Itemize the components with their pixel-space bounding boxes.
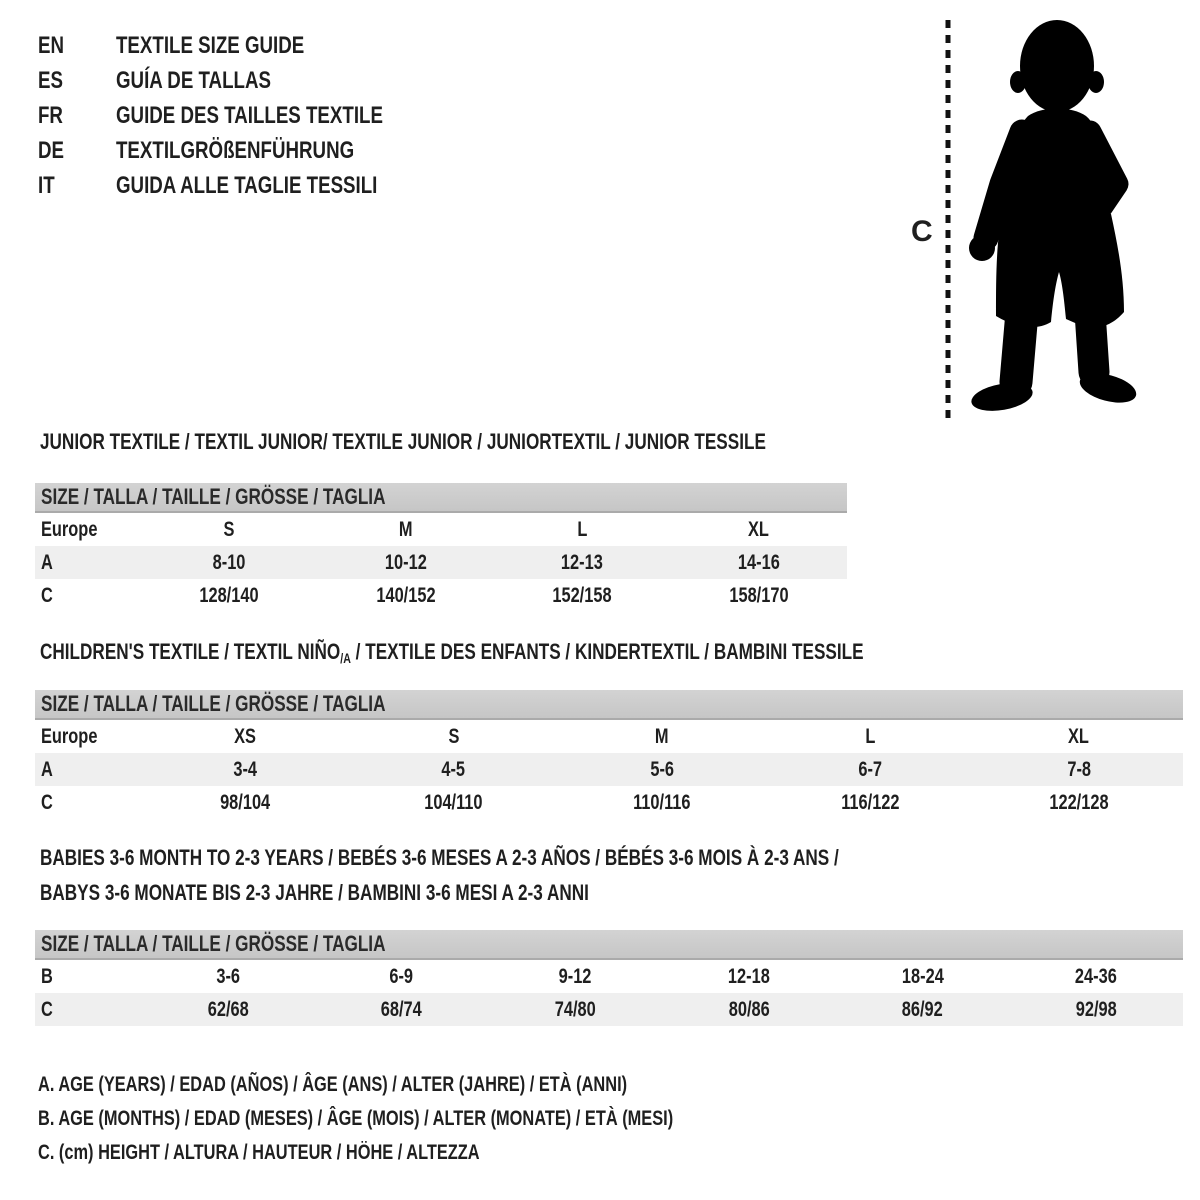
language-row (38, 133, 458, 168)
cell-value: 68/74 (381, 997, 422, 1021)
section-title (40, 881, 744, 905)
value-cell (318, 584, 495, 608)
language-code: FR (38, 101, 63, 129)
row-label-cell (35, 518, 141, 542)
section-title-text (40, 640, 864, 671)
value-cell (315, 998, 489, 1022)
cell-value: 140/152 (376, 583, 436, 607)
value-cell (975, 725, 1183, 749)
value-cell (671, 584, 848, 608)
cell-value: 152/158 (552, 583, 612, 607)
language-title-list (38, 28, 458, 203)
value-cell (558, 791, 766, 815)
language-label: GUÍA DE TALLAS (116, 66, 271, 94)
value-cell (766, 791, 974, 815)
cell-value: 24-36 (1075, 964, 1118, 988)
height-measure-label: C (911, 215, 933, 248)
row-label: A (41, 550, 53, 574)
cell-value: 12-13 (561, 550, 604, 574)
cell-value: 86/92 (902, 997, 944, 1021)
legend-text: B. AGE (MONTHS) / EDAD (MESES) / ÂGE (MOIS) / ALTER (MONATE) / ETÀ (MESI) (38, 1107, 674, 1130)
size-table-header (35, 930, 1183, 960)
row-label: C (41, 790, 53, 814)
size-table-header-text: SIZE / TALLA / TAILLE / GRÖSSE / TAGLIA (41, 691, 386, 716)
value-cell (318, 518, 495, 542)
cell-value: XL (1068, 724, 1090, 748)
cell-value: 158/170 (729, 583, 789, 607)
cell-value: 3-6 (215, 964, 240, 988)
value-cell (488, 998, 662, 1022)
size-table-header-text: SIZE / TALLA / TAILLE / GRÖSSE / TAGLIA (41, 931, 386, 956)
legend-text: C. (cm) HEIGHT / ALTURA / HAUTEUR / HÖHE / ALTEZZA (38, 1141, 480, 1164)
title-text: BABYS 3-6 MONATE BIS 2-3 JAHRE / BAMBINI 3-6 MESI A 2-3 ANNI (40, 880, 589, 905)
value-cell (671, 551, 848, 575)
table-row (35, 993, 1183, 1026)
value-cell (836, 965, 1010, 989)
value-cell (141, 998, 315, 1022)
language-row (38, 28, 458, 63)
value-cell (494, 584, 671, 608)
section-title (40, 846, 1064, 870)
size-table (35, 690, 1183, 819)
row-label: C (41, 997, 53, 1021)
size-table-header (35, 483, 847, 513)
language-code: EN (38, 31, 65, 59)
cell-value: 110/116 (633, 790, 691, 814)
table-row (35, 720, 1183, 753)
cell-value: 12-18 (727, 964, 770, 988)
size-table (35, 483, 847, 612)
cell-value: 7-8 (1066, 757, 1091, 781)
toddler-silhouette-icon (962, 16, 1140, 418)
cell-value: S (448, 724, 460, 748)
value-cell (975, 758, 1183, 782)
value-cell (141, 725, 349, 749)
cell-value: 14-16 (737, 550, 780, 574)
value-cell (488, 965, 662, 989)
row-label: Europe (41, 517, 98, 541)
cell-value: 92/98 (1075, 997, 1117, 1021)
section-title (40, 640, 1096, 671)
cell-value: S (223, 517, 235, 541)
table-row (35, 753, 1183, 786)
value-cell (671, 518, 848, 542)
table-row (35, 579, 847, 612)
title-text: BABIES 3-6 MONTH TO 2-3 YEARS / BEBÉS 3-6 MESES A 2-3 AÑOS / BÉBÉS 3-6 MOIS À 2-3 ANS / (40, 845, 839, 870)
language-code: ES (38, 66, 63, 94)
cell-value: 8-10 (212, 550, 246, 574)
cell-value: 128/140 (199, 583, 259, 607)
language-label: GUIDE DES TAILLES TEXTILE (116, 101, 383, 129)
value-cell (558, 725, 766, 749)
value-cell (975, 791, 1183, 815)
row-label: Europe (41, 724, 98, 748)
cell-value: 3-4 (233, 757, 258, 781)
cell-value: 18-24 (901, 964, 944, 988)
value-cell (315, 965, 489, 989)
value-cell (1009, 998, 1183, 1022)
size-table-header (35, 690, 1183, 720)
value-cell (662, 965, 836, 989)
row-label-cell (35, 551, 141, 575)
cell-value: 62/68 (207, 997, 249, 1021)
cell-value: M (398, 517, 413, 541)
language-row (38, 98, 458, 133)
row-label-cell (35, 965, 141, 989)
row-label: B (41, 964, 53, 988)
cell-value: 74/80 (554, 997, 596, 1021)
language-label: GUIDA ALLE TAGLIE TESSILI (116, 171, 378, 199)
cell-value: 104/110 (424, 790, 483, 814)
value-cell (766, 758, 974, 782)
value-cell (349, 725, 557, 749)
size-table-header-text: SIZE / TALLA / TAILLE / GRÖSSE / TAGLIA (41, 484, 386, 509)
cell-value: 5-6 (650, 757, 674, 781)
legend-item (38, 1068, 852, 1102)
language-row (38, 168, 458, 203)
language-row (38, 63, 458, 98)
size-table (35, 930, 1183, 1026)
cell-value: 122/128 (1049, 790, 1109, 814)
cell-value: 4-5 (441, 757, 466, 781)
row-label-cell (35, 998, 141, 1022)
table-row (35, 786, 1183, 819)
table-row (35, 546, 847, 579)
cell-value: 98/104 (220, 790, 271, 814)
title-text: / TEXTILE DES ENFANTS / KINDERTEXTIL / BAMBINI TESSILE (350, 639, 864, 664)
cell-value: L (577, 517, 588, 541)
value-cell (836, 998, 1010, 1022)
value-cell (141, 584, 318, 608)
value-cell (141, 758, 349, 782)
row-label-cell (35, 725, 141, 749)
value-cell (494, 518, 671, 542)
section-title-text (40, 881, 589, 905)
row-label: A (41, 757, 53, 781)
value-cell (141, 965, 315, 989)
value-cell (349, 791, 557, 815)
row-label-cell (35, 791, 141, 815)
cell-value: 80/86 (728, 997, 770, 1021)
cell-value: 116/122 (841, 790, 900, 814)
value-cell (662, 998, 836, 1022)
value-cell (766, 725, 974, 749)
cell-value: 10-12 (384, 550, 427, 574)
value-cell (318, 551, 495, 575)
value-cell (141, 518, 318, 542)
language-label: TEXTILE SIZE GUIDE (116, 31, 305, 59)
section-title-text (40, 430, 766, 454)
cell-value: 6-9 (389, 964, 414, 988)
value-cell (141, 551, 318, 575)
cell-value: XS (234, 724, 257, 748)
row-label: C (41, 583, 53, 607)
toddler-figure (900, 0, 1200, 430)
value-cell (558, 758, 766, 782)
cell-value: 9-12 (558, 964, 592, 988)
height-dashed-line (945, 20, 951, 418)
section-title-text (40, 846, 839, 870)
value-cell (141, 791, 349, 815)
legend-item (38, 1136, 852, 1170)
cell-value: XL (748, 517, 770, 541)
table-row (35, 960, 1183, 993)
row-label-cell (35, 584, 141, 608)
language-code: IT (38, 171, 55, 199)
row-label-cell (35, 758, 141, 782)
value-cell (1009, 965, 1183, 989)
language-code: DE (38, 136, 65, 164)
title-text: JUNIOR TEXTILE / TEXTIL JUNIOR/ TEXTILE JUNIOR / JUNIORTEXTIL / JUNIOR TESSILE (40, 429, 766, 454)
cell-value: M (655, 724, 669, 748)
legend-item (38, 1102, 852, 1136)
cell-value: L (865, 724, 876, 748)
legend-text: A. AGE (YEARS) / EDAD (AÑOS) / ÂGE (ANS) / ALTER (JAHRE) / ETÀ (ANNI) (38, 1073, 628, 1096)
legend (38, 1068, 852, 1170)
table-row (35, 513, 847, 546)
title-text: CHILDREN'S TEXTILE / TEXTIL NIÑO (40, 639, 341, 664)
section-title (40, 430, 971, 454)
cell-value: 6-7 (858, 757, 883, 781)
value-cell (494, 551, 671, 575)
subscript-text: /A (340, 650, 351, 666)
language-label: TEXTILGRÖßENFÜHRUNG (116, 136, 355, 164)
value-cell (349, 758, 557, 782)
